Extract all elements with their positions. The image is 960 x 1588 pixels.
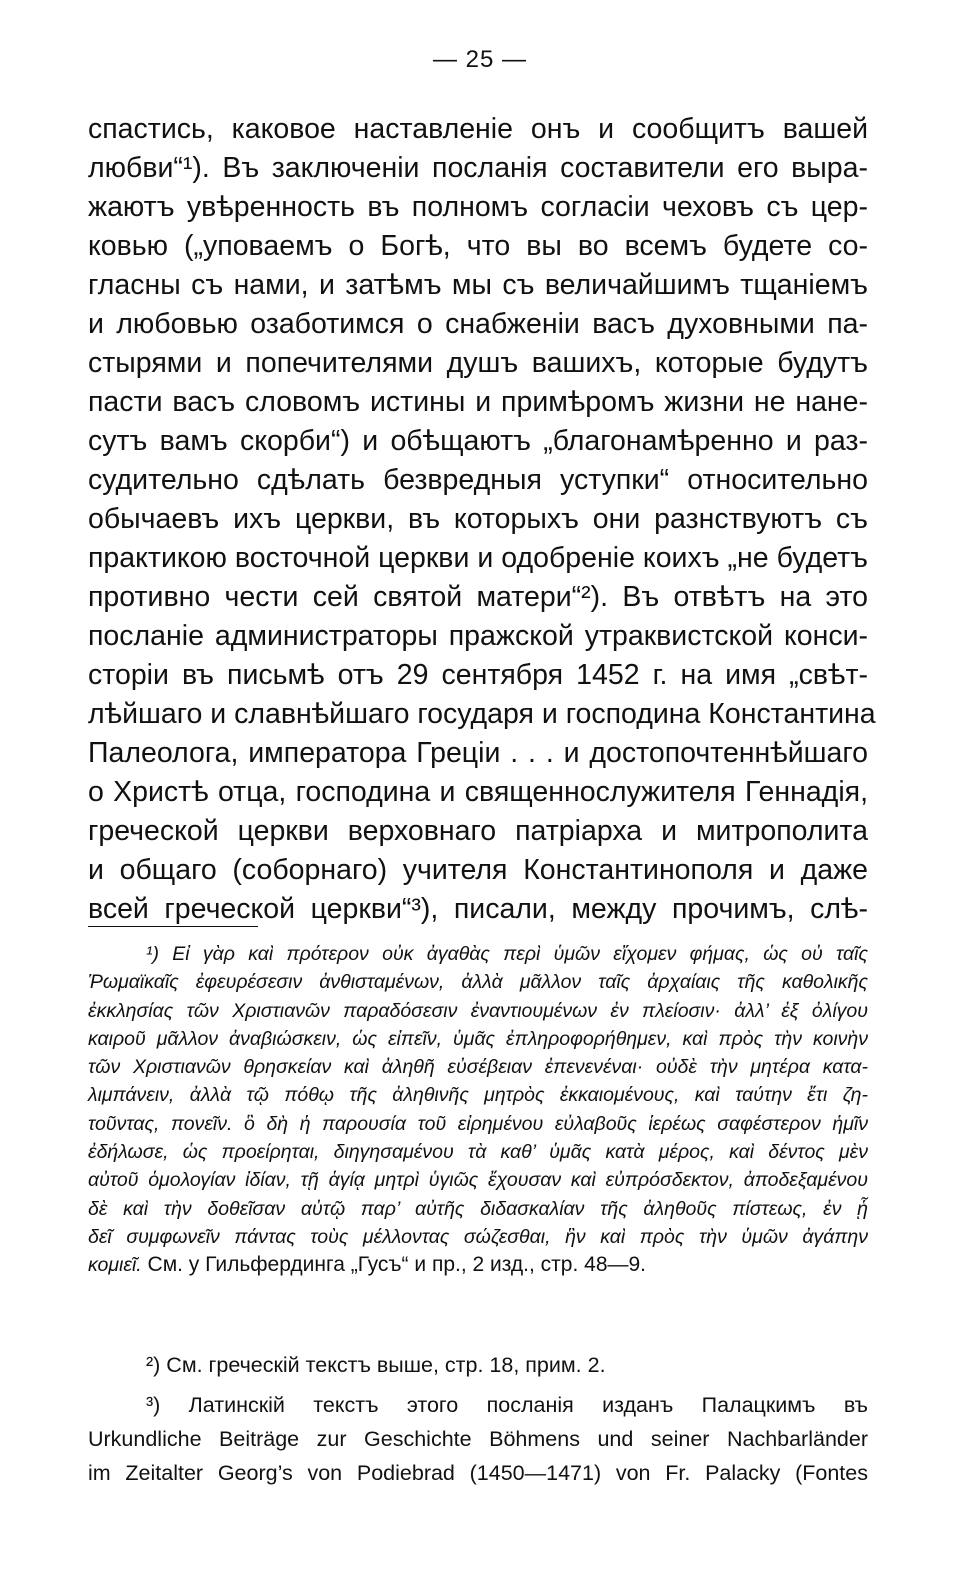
footnote-line: δεῖ συμφωνεῖν πάντας τοὺς μέλλοντας σώζεσθαι, ἣν καὶ πρὸς τὴν ὑμῶν ἀγάπην <box>88 1225 868 1248</box>
text-line: жаютъ увѣренность въ полномъ согласіи чеховъ съ цер- <box>88 191 868 223</box>
footnote-line: λιμπάνειν, ἀλλὰ τῷ πόθῳ τῆς ἀληθινῆς μητρὸς ἐκκαιομένους, καὶ ταύτην ἔτι ζη- <box>88 1084 868 1107</box>
text-line: Палеолога, императора Греціи . . . и достопочтеннѣйшаго <box>88 737 868 769</box>
footnote-line: ἐδήλωσε, ὡς προείρηται, διηγησαμένου τὰ καθ’ ὑμᾶς κατὰ μέρος, καὶ δέντος μὲν <box>88 1141 868 1164</box>
footnote-divider <box>88 926 258 927</box>
text-line: гласны съ нами, и затѣмъ мы съ величайшимъ тщаніемъ <box>88 269 868 301</box>
footnote-line: δὲ καὶ τὴν δοθεῖσαν αὐτῷ παρ’ αὐτῆς διδασκαλίαν τῆς ἀληθοῦς πίστεως, ἐν ᾗ <box>88 1197 868 1220</box>
text-line: пасти васъ словомъ истины и примѣромъ жизни не нане- <box>88 386 868 418</box>
footnote-line: ἐκκλησίας τῶν Χριστιανῶν παραδόσεσιν ἐναντιουμένων ἐν πλείοσιν· ἀλλ’ ἐξ ὀλίγου <box>88 999 868 1022</box>
text-line: сутъ вамъ скорби“) и обѣщаютъ „благонамѣренно и раз- <box>88 425 868 457</box>
footnote-line: καιροῦ μᾶλλον ἀναβιώσκειν, ὡς εἰπεῖν, ὑμᾶς ἐπληροφορήθημεν, καὶ πρὸς τὴν κοινὴν <box>88 1027 868 1050</box>
text-line: спастись, каковое наставленіе онъ и сообщитъ вашей <box>88 113 868 145</box>
footnote-citation: См. у Гильфердинга „Гусъ“ и пр., 2 изд., стр. 48—9. <box>141 1253 647 1277</box>
text-line: практикою восточной церкви и одобреніе коихъ „не будетъ <box>88 542 868 574</box>
text-line: обычаевъ ихъ церкви, въ которыхъ они разнствуютъ съ <box>88 503 868 535</box>
footnote-line: τοῦντας, πονεῖν. ὃ δὴ ἡ παρουσία τοῦ εἰρημένου εὐλαβοῦς ἱερέως σαφέστερον ἡμῖν <box>88 1112 868 1135</box>
footnote-greek-end: κομιεῖ. <box>88 1254 142 1277</box>
text-line: лѣйшаго и славнѣйшаго государя и господина Константина <box>88 698 876 730</box>
text-line: сторіи въ письмѣ отъ 29 сентября 1452 г. на имя „свѣт- <box>88 659 868 691</box>
text-line: ковью („уповаемъ о Богѣ, что вы во всемъ будете со- <box>88 230 868 262</box>
footnote-line: αὐτοῦ ὁμολογίαν ἰδίαν, τῇ ἁγίᾳ μητρὶ ὑγιῶς ἔχουσαν καὶ εὐπρόσδεκτον, ἀποδεξαμένου <box>88 1169 868 1192</box>
text-line: посланіе администраторы пражской утраквистской конси- <box>88 620 868 652</box>
text-line: о Христѣ отца, господина и священнослужителя Геннадія, <box>88 776 868 808</box>
footnote-3-line: Urkundliche Beiträge zur Geschichte Böhmens und seiner Nachbarländer <box>88 1427 868 1451</box>
main-text <box>88 110 876 929</box>
text-line: и общаго (соборнаго) учителя Константинополя и даже <box>88 854 868 886</box>
text-line: всей греческой церкви“³), писали, между прочимъ, слѣ- <box>88 893 868 925</box>
page-number: — 25 — <box>432 46 528 73</box>
text-line: противно чести сей святой матери“²). Въ отвѣтъ на это <box>88 581 868 613</box>
footnote-1 <box>88 940 868 1280</box>
text-line: судительно сдѣлать безвредныя уступки“ относительно <box>88 464 868 496</box>
footnote-3-line: ³) Латинскій текстъ этого посланія изданъ Палацкимъ въ <box>146 1393 868 1417</box>
text-line: стырями и попечителями душъ вашихъ, которые будутъ <box>88 347 868 379</box>
footnote-3-line: im Zeitalter Georg’s von Podiebrad (1450—1471) von Fr. Palacky (Fontes <box>88 1461 868 1485</box>
footnotes-2-3 <box>88 1348 868 1490</box>
footnote-line: τῶν Χριστιανῶν θρησκείαν καὶ ἀληθῆ εὐσέβειαν ἐπενενέναι· οὐδὲ τὴν μητέρα κατα- <box>88 1056 868 1079</box>
text-line: греческой церкви верховнаго патріарха и митрополита <box>88 815 868 847</box>
text-line: и любовью озаботимся о снабженіи васъ духовными па- <box>88 308 868 340</box>
footnote-line: Ῥωμαϊκαῖς ἐφευρέσεσιν ἀνθισταμένων, ἀλλὰ μᾶλλον ταῖς ἀρχαίαις τῆς καθολικῆς <box>88 971 868 994</box>
footnote-line: ¹) Εἰ γὰρ καὶ πρότερον οὐκ ἀγαθὰς περὶ ὑμῶν εἴχομεν φήμας, ὡς οὐ ταῖς <box>146 943 868 965</box>
text-line: любви“¹). Въ заключеніи посланія составители его выра- <box>88 152 868 184</box>
footnote-line <box>88 1251 868 1279</box>
footnote-2: ²) См. греческій текстъ выше, стр. 18, прим. 2. <box>146 1353 606 1377</box>
